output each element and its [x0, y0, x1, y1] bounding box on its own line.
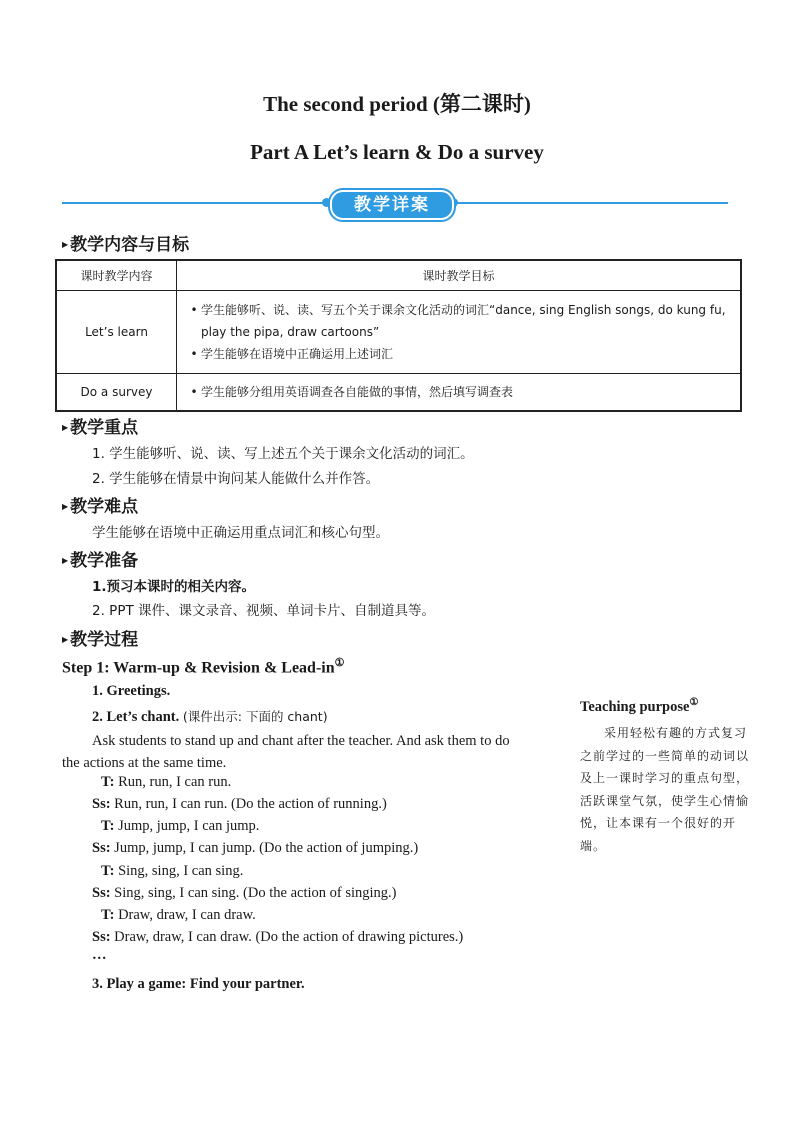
footnote-mark: ① [689, 697, 699, 708]
dialogue-text: Run, run, I can run. (Do the action of running.) [114, 796, 387, 812]
bullet-icon: • [190, 385, 198, 399]
section-heading-preparation [62, 546, 138, 571]
dialogue-text: Sing, sing, I can sing. (Do the action of singing.) [114, 885, 397, 901]
dialogue-text: Sing, sing, I can sing. [118, 863, 244, 879]
footnote-mark: ① [334, 657, 345, 669]
goals-table [55, 259, 742, 412]
table-header-cell: 课时教学内容 [56, 260, 177, 291]
speaker: Ss: [92, 885, 111, 901]
dialogue-text: Run, run, I can run. [118, 774, 232, 790]
dialogue-line [101, 774, 231, 791]
difficulties-text: 学生能够在语境中正确运用重点词汇和核心句型。 [92, 525, 389, 541]
sidebar-title [580, 697, 698, 716]
table-header-row [56, 260, 741, 291]
table-header-cell: 课时教学目标 [177, 260, 742, 291]
dialogue-line [92, 840, 418, 857]
speaker: Ss: [92, 840, 111, 856]
triangle-marker-icon: ▶ [62, 635, 69, 644]
banner-line-left [62, 202, 326, 204]
dialogue-line [101, 818, 259, 835]
section-heading-text: 教学内容与目标 [70, 235, 190, 255]
greetings: 1. Greetings. [92, 683, 171, 699]
speaker: T: [101, 774, 115, 790]
page-title: The second period (第二课时) [263, 92, 531, 116]
table-cell-goals [177, 374, 742, 412]
speaker: Ss: [92, 929, 111, 945]
section-heading-process [62, 625, 138, 650]
sidebar-text: 采用轻松有趣的方式复习之前学过的一些简单的动词以及上一课时学习的重点句型，活跃课堂气氛，使学生心情愉悦，让本课有一个很好的开端。 [580, 726, 750, 853]
triangle-marker-icon: ▶ [62, 240, 69, 249]
section-heading-content-goals [62, 230, 189, 255]
table-cell-content: Let’s learn [56, 291, 177, 374]
speaker: Ss: [92, 796, 111, 812]
chant-line [92, 707, 328, 726]
dialogue-line [92, 885, 396, 902]
section-heading-key-points [62, 413, 138, 438]
goal-text: 学生能够在语境中正确运用上述词汇 [201, 347, 394, 361]
speaker: T: [101, 818, 115, 834]
dialogue-text: Draw, draw, I can draw. (Do the action of drawing pictures.) [114, 929, 464, 945]
table-row [56, 374, 741, 412]
chant-instruction: Ask students to stand up and chant after the teacher. And ask them to do the actions at the same time. [62, 733, 510, 771]
banner-label: 教学详案 [330, 190, 454, 220]
ellipsis: … [92, 947, 107, 963]
key-point-1: 1. 学生能够听、说、读、写上述五个关于课余文化活动的词汇。 [92, 446, 474, 462]
banner-line-right [454, 202, 728, 204]
preparation-item-1: 1.预习本课时的相关内容。 [92, 579, 256, 595]
dialogue-line [101, 863, 243, 880]
dialogue-line [92, 929, 463, 946]
page-subtitle: Part A Let’s learn & Do a survey [250, 140, 544, 164]
section-heading-text: 教学难点 [70, 497, 139, 517]
table-cell-content: Do a survey [56, 374, 177, 412]
list-item [187, 299, 730, 343]
preparation-item-2: 2. PPT 课件、课文录音、视频、单词卡片、自制道具等。 [92, 603, 435, 619]
sidebar-title-text: Teaching purpose [580, 698, 690, 715]
list-item [187, 381, 730, 403]
section-heading-difficulties [62, 492, 138, 517]
goal-text: 学生能够听、说、读、写五个关于课余文化活动的词汇“dance, sing English songs, do kung fu, play the pipa, draw cartoons” [201, 303, 726, 339]
chant-label: 2. Let’s chant. [92, 709, 180, 725]
section-heading-text: 教学重点 [70, 418, 139, 438]
goal-text: 学生能够分组用英语调查各自能做的事情，然后填写调查表 [201, 385, 514, 399]
dialogue-line [92, 796, 387, 813]
speaker: T: [101, 863, 115, 879]
table-row [56, 291, 741, 374]
bullet-icon: • [190, 347, 198, 361]
dialogue-text: Jump, jump, I can jump. [118, 818, 260, 834]
game-item: 3. Play a game: Find your partner. [92, 976, 305, 992]
list-item [187, 343, 730, 365]
dialogue-text: Draw, draw, I can draw. [118, 907, 256, 923]
dialogue-line [101, 907, 256, 924]
key-point-2: 2. 学生能够在情景中询问某人能做什么并作答。 [92, 471, 380, 487]
section-heading-text: 教学准备 [70, 551, 139, 571]
triangle-marker-icon: ▶ [62, 502, 69, 511]
section-heading-text: 教学过程 [70, 630, 139, 650]
bullet-icon: • [190, 303, 198, 317]
speaker: T: [101, 907, 115, 923]
table-cell-goals [177, 291, 742, 374]
triangle-marker-icon: ▶ [62, 423, 69, 432]
dialogue-text: Jump, jump, I can jump. (Do the action of jumping.) [114, 840, 419, 856]
chant-note: (课件出示: 下面的 chant) [182, 709, 328, 724]
step-title-text: Step 1: Warm-up & Revision & Lead-in [62, 659, 335, 677]
step-1-title [62, 656, 344, 677]
triangle-marker-icon: ▶ [62, 556, 69, 565]
